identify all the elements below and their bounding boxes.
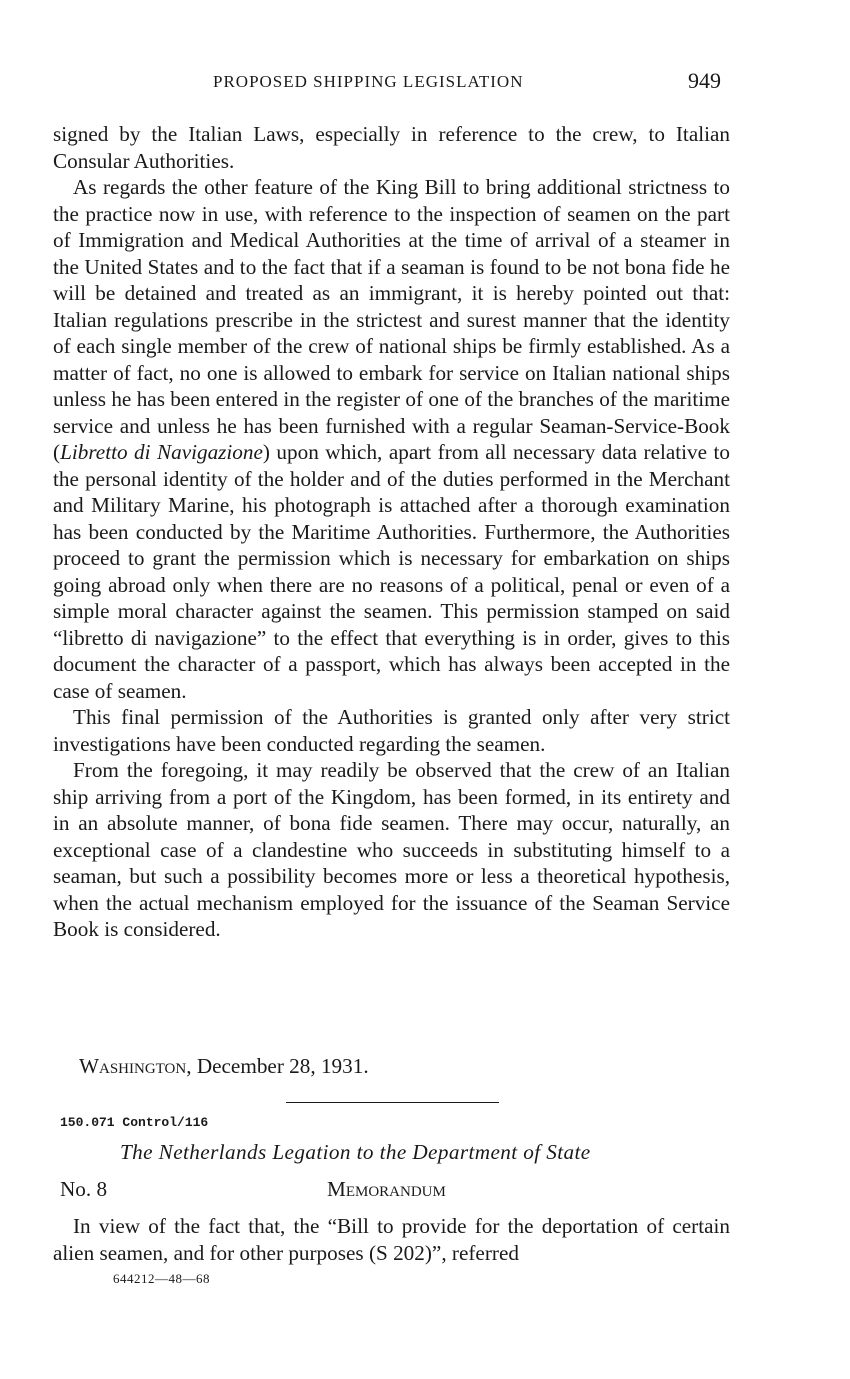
print-code: 644212—48—68: [113, 1271, 210, 1286]
file-reference: 150.071 Control/116: [60, 1115, 209, 1130]
running-head: PROPOSED SHIPPING LEGISLATION: [213, 72, 524, 91]
paragraph-3: This final permission of the Authorities is granted only after very strict investigations have been conducted regarding the seamen.: [53, 705, 730, 756]
paragraph-4: From the foregoing, it may readily be observed that the crew of an Italian ship arriving from a port of the Kingdom, has been formed, in its entirety and in an absolute manner, of bona fide seamen. There may occur, naturally, an exceptional case of a clandestine who succeeds in substituting himself to a seaman, but such a possibility becomes more or less a theoretical hypothesis, when the actual mechanism employed for the issuance of the Seaman Service Book is considered.: [53, 758, 730, 941]
libretto-title: Libretto di Navigazione: [60, 440, 263, 464]
paragraph-2: [53, 174, 730, 704]
document-title: The Netherlands Legation to the Department of State: [120, 1140, 591, 1164]
signature-date: December 28, 1931.: [191, 1054, 369, 1078]
document-number: No. 8: [60, 1177, 108, 1201]
body-text: [53, 121, 730, 943]
place-date-line: [79, 1053, 369, 1079]
paragraph-1: signed by the Italian Laws, especially in reference to the crew, to Italian Consular Authorities.: [53, 122, 730, 173]
paragraph-2-part-1: As regards the other feature of the King Bill to bring additional strictness to the practice now in use, with reference to the inspection of seamen on the part of Immigration and Medical Authorities at the time of arrival of a steamer in the United States and to the fact that if a seaman is found to be not bona fide he will be detained and treated as an immigrant, it is hereby pointed out that: Italian regulations prescribe in the strictest and surest manner that the identity of each single member of the crew of national ships be firmly established. As a matter of fact, no one is allowed to embark for service on Italian national ships unless he has been entered in the register of one of the branches of the maritime service and unless he has been furnished with a regular Seaman-Service-Book (: [53, 175, 730, 464]
place-name: Washington,: [79, 1054, 192, 1078]
page-number: 949: [688, 68, 721, 93]
memorandum-text: [53, 1213, 730, 1266]
memorandum-paragraph: In view of the fact that, the “Bill to provide for the deportation of certain alien seamen, and for other purposes (S 202)”, referred: [53, 1214, 730, 1265]
section-divider: [286, 1102, 499, 1103]
paragraph-2-part-2: ) upon which, apart from all necessary data relative to the personal identity of the holder and of the duties performed in the Merchant and Military Marine, his photograph is attached after a thorough examination has been conducted by the Maritime Authorities. Furthermore, the Authorities proceed to grant the permission which is necessary for embarkation on ships going abroad only when there are no reasons of a political, penal or even of a simple moral character against the seamen. This permission stamped on said “libretto di navigazione” to the effect that everything is in order, gives to this document the character of a passport, which has always been accepted in the case of seamen.: [53, 440, 730, 703]
document-type: Memorandum: [327, 1177, 446, 1201]
